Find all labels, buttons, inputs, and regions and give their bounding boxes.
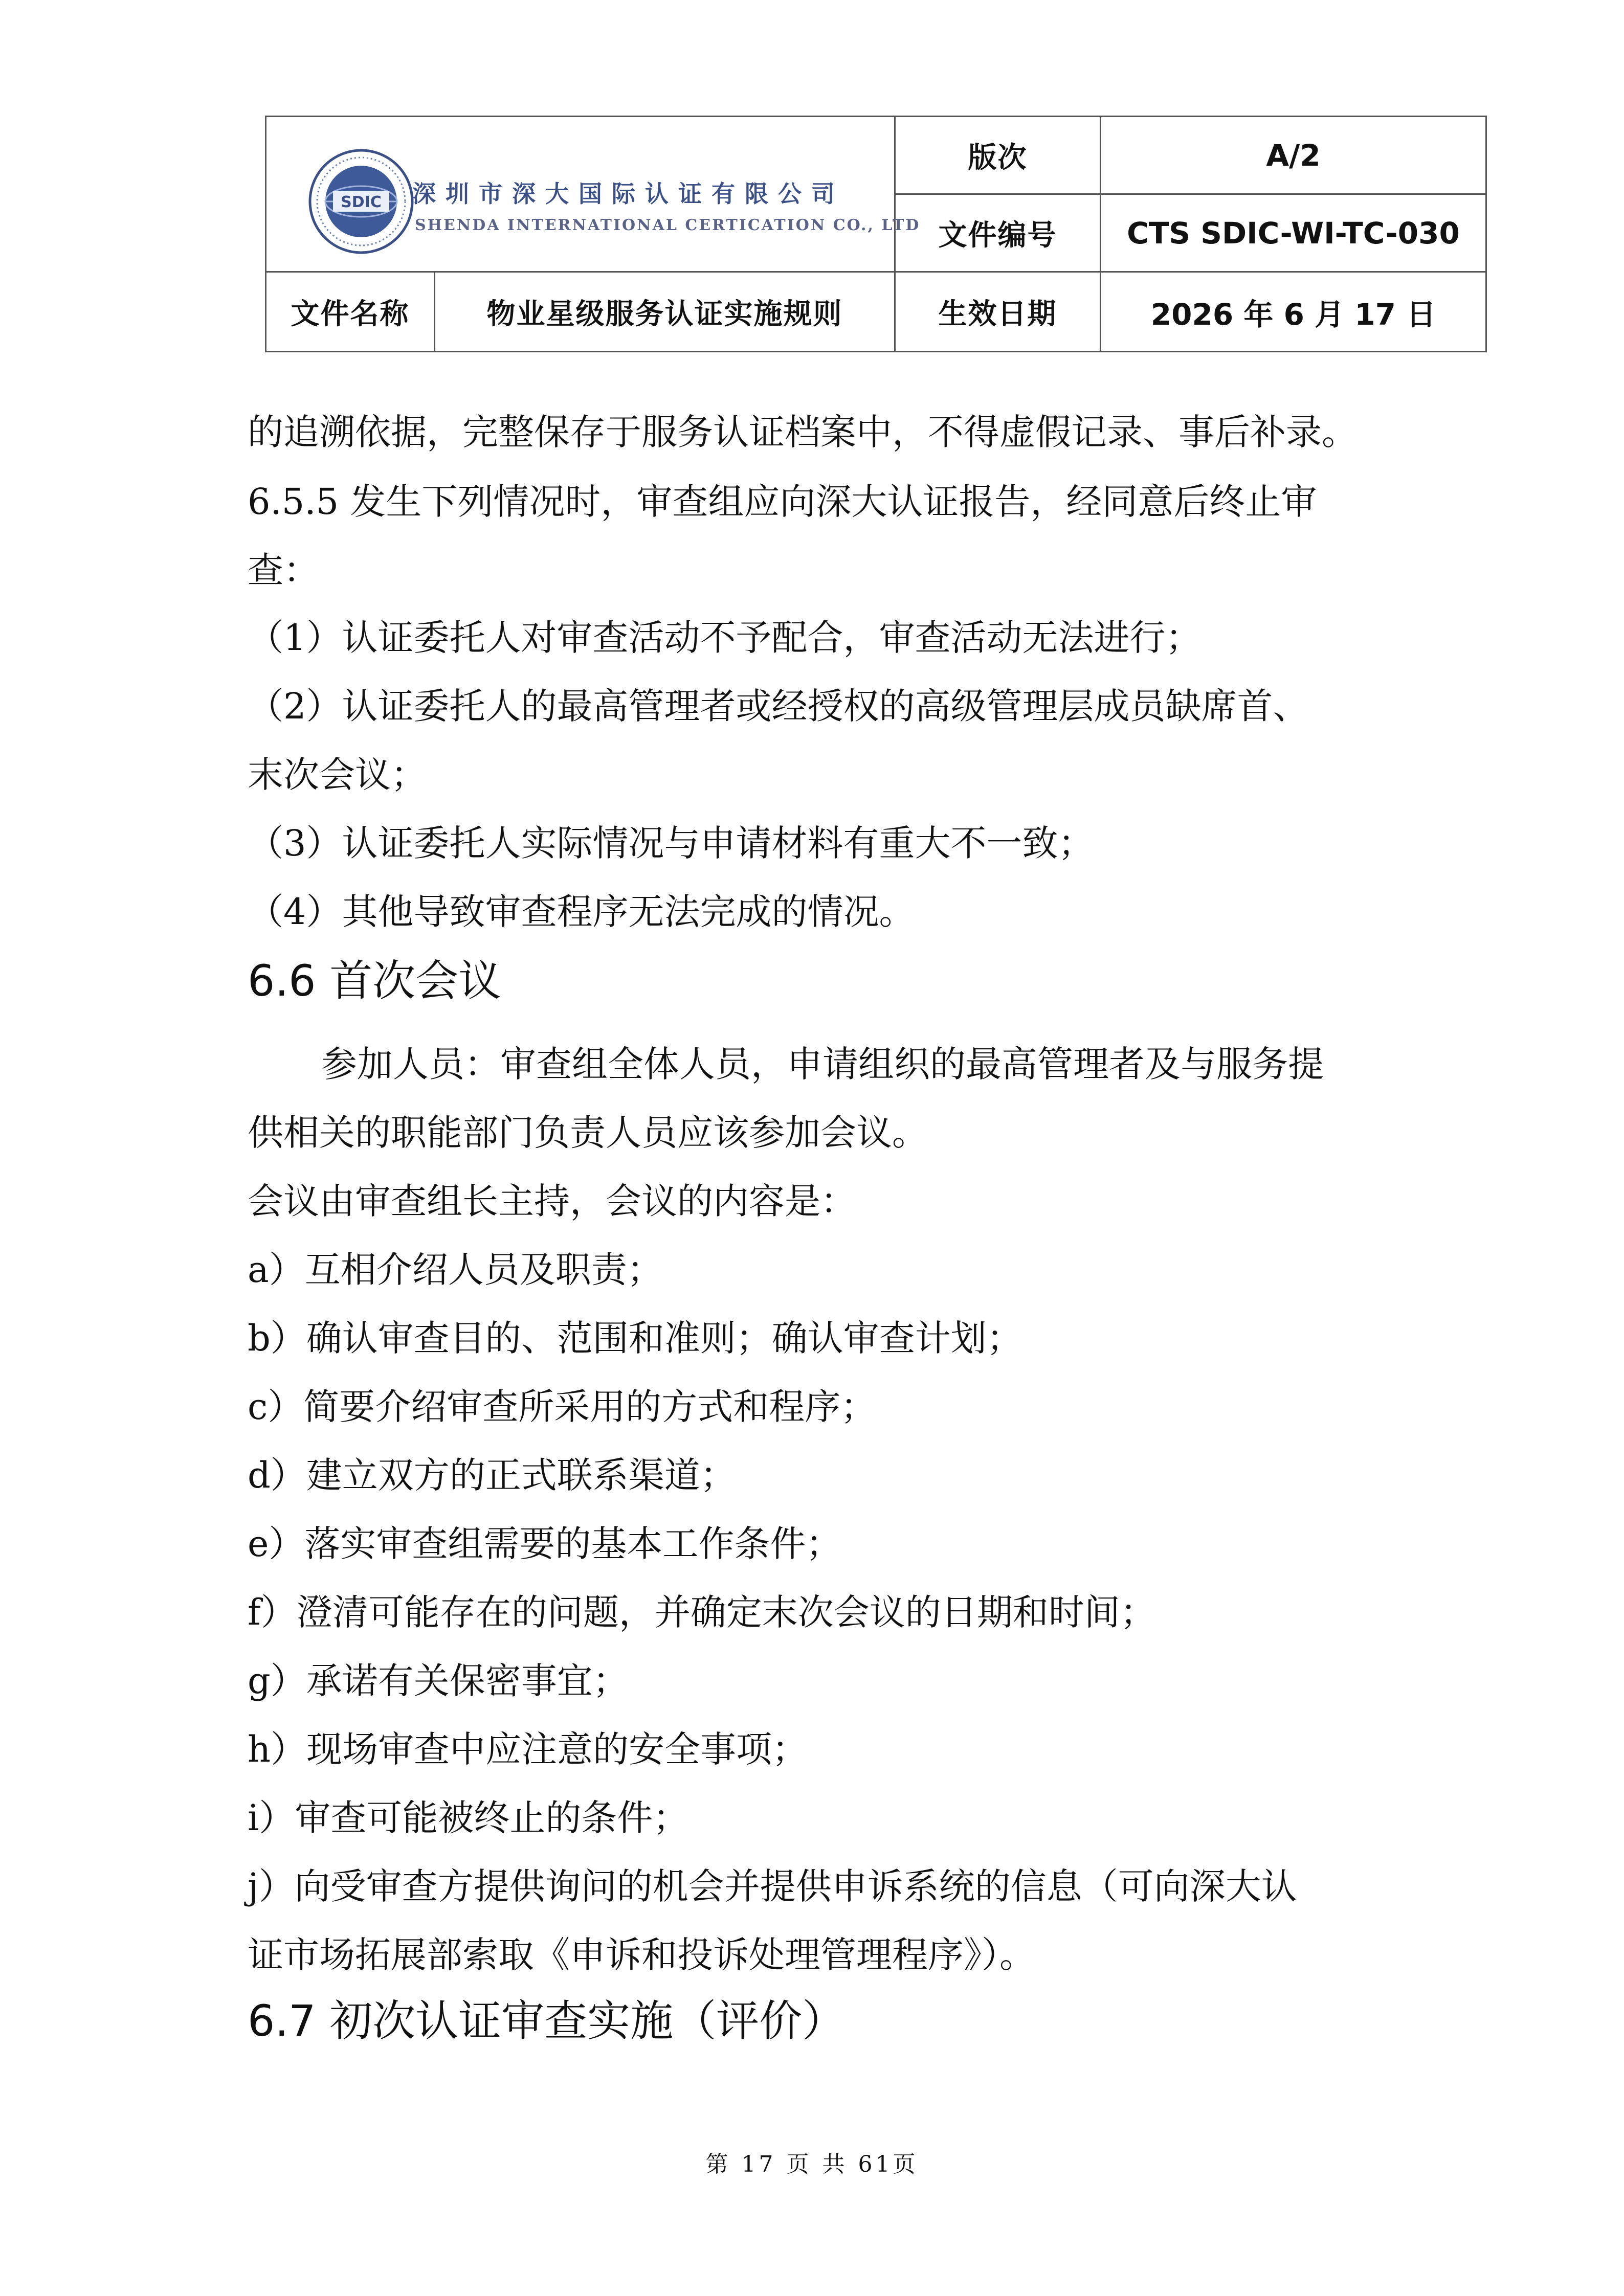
list-item: e）落实审查组需要的基本工作条件； [248,1523,842,1565]
list-item: b）确认审查目的、范围和准则；确认审查计划； [248,1317,1022,1359]
list-item: c）简要介绍审查所采用的方式和程序； [248,1386,877,1428]
doc-name-value: 物业星级服务认证实施规则 [435,272,895,352]
body-line: 会议由审查组长主持，会议的内容是： [248,1180,856,1222]
list-item: （1）认证委托人对审查活动不予配合，审查活动无法进行； [248,617,1202,659]
list-item: j）向受审查方提供询问的机会并提供申诉系统的信息（可向深大认 [248,1865,1297,1907]
edition-label: 版次 [895,117,1101,194]
list-item: g）承诺有关保密事宜； [248,1660,629,1702]
document-header-table [265,116,1487,352]
section-heading-6-6: 6.6 首次会议 [248,956,502,1006]
company-name-cn: 深圳市深大国际认证有限公司 [412,180,844,208]
seal-text: SDIC [341,193,382,211]
effective-date-value: 2026 年 6 月 17 日 [1101,272,1486,352]
list-item: a）互相介绍人员及职责； [248,1249,663,1291]
body-line: 6.5.5 发生下列情况时，审查组应向深大认证报告，经同意后终止审 [248,481,1317,523]
list-item: h）现场审查中应注意的安全事项； [248,1728,808,1770]
list-item: i）审查可能被终止的条件； [248,1797,689,1839]
body-line: 的追溯依据，完整保存于服务认证档案中，不得虚假记录、事后补录。 [248,411,1358,453]
body-line: 供相关的职能部门负责人员应该参加会议。 [248,1112,928,1154]
body-line: 查： [248,549,319,591]
doc-name-label: 文件名称 [266,272,435,352]
list-item: f）澄清可能存在的问题，并确定末次会议的日期和时间； [248,1591,1156,1633]
company-seal-icon [307,148,415,255]
list-item: （2）认证委托人的最高管理者或经授权的高级管理层成员缺席首、 [248,685,1309,727]
page-number: 第 17 页 共 61页 [705,2151,919,2177]
doc-number-label: 文件编号 [895,194,1101,272]
body-line: 参加人员：审查组全体人员，申请组织的最高管理者及与服务提 [321,1043,1324,1085]
edition-value: A/2 [1101,117,1486,194]
body-line: 证市场拓展部索取《申诉和投诉处理管理程序》）。 [248,1934,1035,1976]
company-name-en: SHENDA INTERNATIONAL CERTICATION CO., LTD [415,216,921,234]
list-item: （3）认证委托人实际情况与申请材料有重大不一致； [248,822,1094,864]
company-logo [307,146,921,258]
section-heading-6-7: 6.7 初次认证审查实施（评价） [248,1996,846,2046]
list-item: （4）其他导致审查程序无法完成的情况。 [248,891,915,933]
list-item: d）建立双方的正式联系渠道； [248,1454,736,1496]
body-line: 末次会议； [248,754,427,796]
company-logo-cell [266,117,921,272]
effective-date-label: 生效日期 [895,272,1101,352]
doc-number-value: CTS SDIC-WI-TC-030 [1101,194,1486,272]
